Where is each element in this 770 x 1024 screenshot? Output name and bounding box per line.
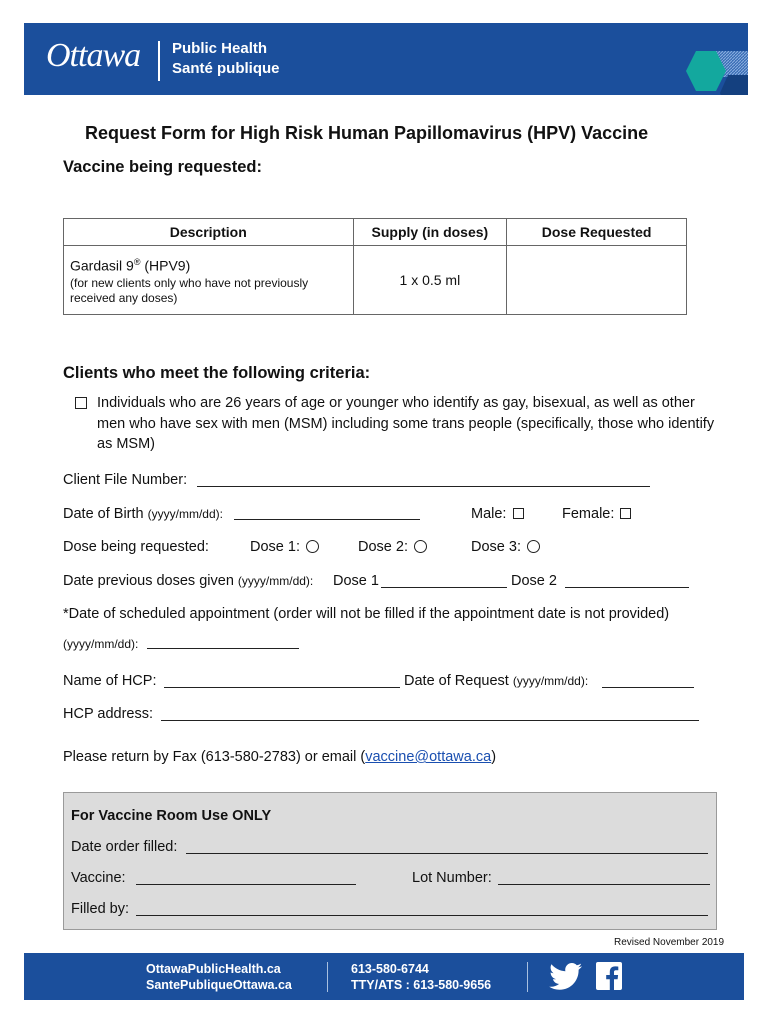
criteria-heading: Clients who meet the following criteria:: [63, 364, 371, 382]
criteria-item: [75, 393, 715, 455]
vaccine-label: Vaccine:: [71, 870, 126, 886]
org-name-en: Public Health: [172, 40, 268, 57]
footer-websites: [146, 961, 292, 993]
dose2-radio[interactable]: [414, 540, 427, 553]
dob-label: Date of Birth (yyyy/mm/dd):: [63, 506, 223, 522]
vaccine-table: [63, 218, 687, 315]
appointment-format: (yyyy/mm/dd):: [63, 637, 139, 651]
vaccine-input[interactable]: [136, 884, 356, 885]
dose1-option: Dose 1:: [250, 539, 319, 555]
footer-phones: [351, 961, 491, 993]
header-banner: [24, 23, 748, 95]
criteria-text: Individuals who are 26 years of age or younger who identify as gay, bisexual, as well as other men who have sex with men (MSM) including some trans people (specifically, those who identify as MSM): [97, 395, 715, 452]
dose1-radio[interactable]: [306, 540, 319, 553]
female-option: Female:: [562, 506, 631, 522]
hcp-name-input[interactable]: [164, 687, 400, 688]
lot-number-input[interactable]: [498, 884, 710, 885]
dose-requested-label: Dose being requested:: [63, 539, 209, 555]
request-date-label: Date of Request (yyyy/mm/dd):: [404, 673, 589, 689]
footer-divider: [527, 962, 528, 992]
tty-number: TTY/ATS : 613-580-9656: [351, 978, 492, 992]
phone-number: 613-580-6744: [351, 962, 429, 976]
vaccine-room-section: [63, 792, 717, 930]
prev-dose1-input[interactable]: [381, 587, 507, 588]
dose2-option: Dose 2:: [358, 539, 427, 555]
female-checkbox[interactable]: [620, 508, 631, 519]
prev-dose2-label: Dose 2: [511, 573, 557, 589]
criteria-checkbox[interactable]: [75, 397, 87, 409]
website-fr[interactable]: SantePubliqueOttawa.ca: [146, 978, 292, 992]
male-checkbox[interactable]: [513, 508, 524, 519]
footer-banner: [24, 953, 744, 1000]
description-cell: [64, 246, 354, 315]
revised-date: Revised November 2019: [614, 937, 725, 948]
vaccine-room-title: For Vaccine Room Use ONLY: [71, 808, 272, 824]
col-dose-requested: Dose Requested: [507, 219, 687, 246]
logo-divider: [158, 41, 160, 81]
client-file-input[interactable]: [197, 486, 650, 487]
table-row: [64, 246, 687, 315]
product-name: Gardasil 9® (HPV9): [70, 257, 191, 274]
male-option: Male:: [471, 506, 524, 522]
col-supply: Supply (in doses): [353, 219, 507, 246]
website-en[interactable]: OttawaPublicHealth.ca: [146, 962, 281, 976]
table-header-row: [64, 219, 687, 246]
filled-by-label: Filled by:: [71, 901, 130, 917]
filled-by-input[interactable]: [136, 915, 708, 916]
dob-input[interactable]: [234, 519, 420, 520]
hcp-name-label: Name of HCP:: [63, 673, 157, 689]
prev-dose2-input[interactable]: [565, 587, 689, 588]
org-name-fr: Santé publique: [172, 60, 280, 77]
twitter-icon[interactable]: [549, 963, 583, 991]
col-description: Description: [64, 219, 354, 246]
dose3-option: Dose 3:: [471, 539, 540, 555]
date-filled-label: Date order filled:: [71, 839, 178, 855]
hexagon-decoration: [684, 51, 748, 95]
hcp-address-input[interactable]: [161, 720, 699, 721]
dose3-radio[interactable]: [527, 540, 540, 553]
appointment-label: *Date of scheduled appointment (order will not be filled if the appointment date is not provided): [63, 606, 670, 622]
supply-cell: 1 x 0.5 ml: [353, 246, 507, 315]
email-link[interactable]: vaccine@ottawa.ca: [365, 749, 492, 765]
request-date-input[interactable]: [602, 687, 694, 688]
vaccine-heading: Vaccine being requested:: [63, 158, 262, 176]
ottawa-logo-wordmark: Ottawa: [46, 37, 141, 74]
appointment-input[interactable]: [147, 648, 299, 649]
footer-divider: [327, 962, 328, 992]
previous-doses-label: Date previous doses given (yyyy/mm/dd):: [63, 573, 314, 589]
facebook-icon[interactable]: [596, 962, 622, 990]
lot-number-label: Lot Number:: [412, 870, 492, 886]
product-note: (for new clients only who have not previously received any doses): [70, 275, 309, 305]
prev-dose1-label: Dose 1: [333, 573, 379, 589]
hcp-address-label: HCP address:: [63, 706, 153, 722]
form-title: Request Form for High Risk Human Papillomavirus (HPV) Vaccine: [85, 123, 649, 143]
dose-requested-cell[interactable]: [507, 246, 687, 315]
client-file-label: Client File Number:: [63, 472, 188, 488]
date-filled-input[interactable]: [186, 853, 708, 854]
return-instructions: Please return by Fax (613-580-2783) or email (vaccine@ottawa.ca): [63, 749, 497, 765]
